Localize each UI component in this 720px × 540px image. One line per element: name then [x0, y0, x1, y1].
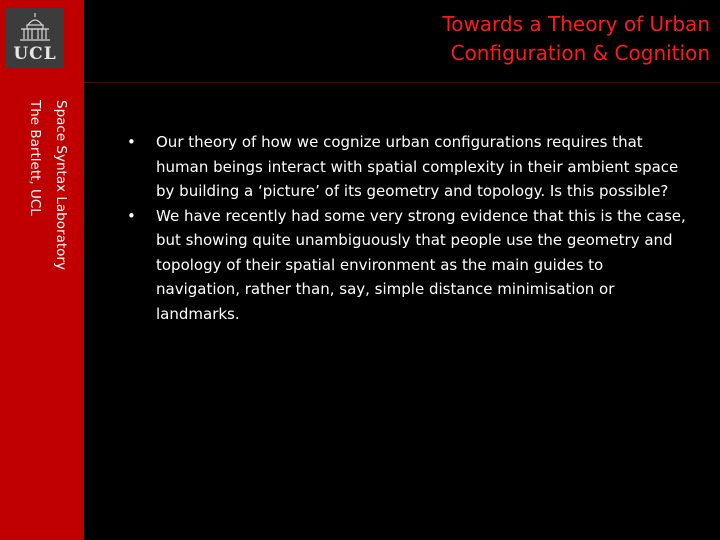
bullet-marker: •	[127, 133, 136, 151]
header-divider	[84, 82, 720, 83]
bullet-list	[126, 130, 691, 326]
slide-body	[126, 130, 691, 326]
bullet-item	[126, 204, 691, 327]
university-dome-icon	[16, 12, 54, 44]
slide-title-line-2: Configuration & Cognition	[450, 41, 710, 65]
sidebar-caption	[22, 100, 74, 270]
sidebar-caption-lab: Space Syntax Laboratory	[53, 100, 69, 270]
sidebar-caption-institution: The Bartlett, UCL	[27, 100, 43, 216]
bullet-item	[126, 130, 691, 204]
slide-title-line-1: Towards a Theory of Urban	[442, 12, 710, 36]
slide-title	[150, 10, 710, 68]
ucl-logo	[6, 8, 64, 68]
logo-text: UCL	[13, 44, 57, 64]
sidebar	[0, 0, 84, 540]
bullet-text: We have recently had some very strong evidence that this is the case, but showing quite unambiguously that people use the geometry and topology of their spatial environment as the main guides to navigation, rather than, say, simple distance minimisation or landmarks.	[156, 206, 686, 323]
bullet-marker: •	[127, 206, 136, 225]
bullet-text: Our theory of how we cognize urban configurations requires that human beings interact with spatial complexity in their ambient space by building a ‘picture’ of its geometry and topology. Is this possible?	[156, 133, 679, 200]
